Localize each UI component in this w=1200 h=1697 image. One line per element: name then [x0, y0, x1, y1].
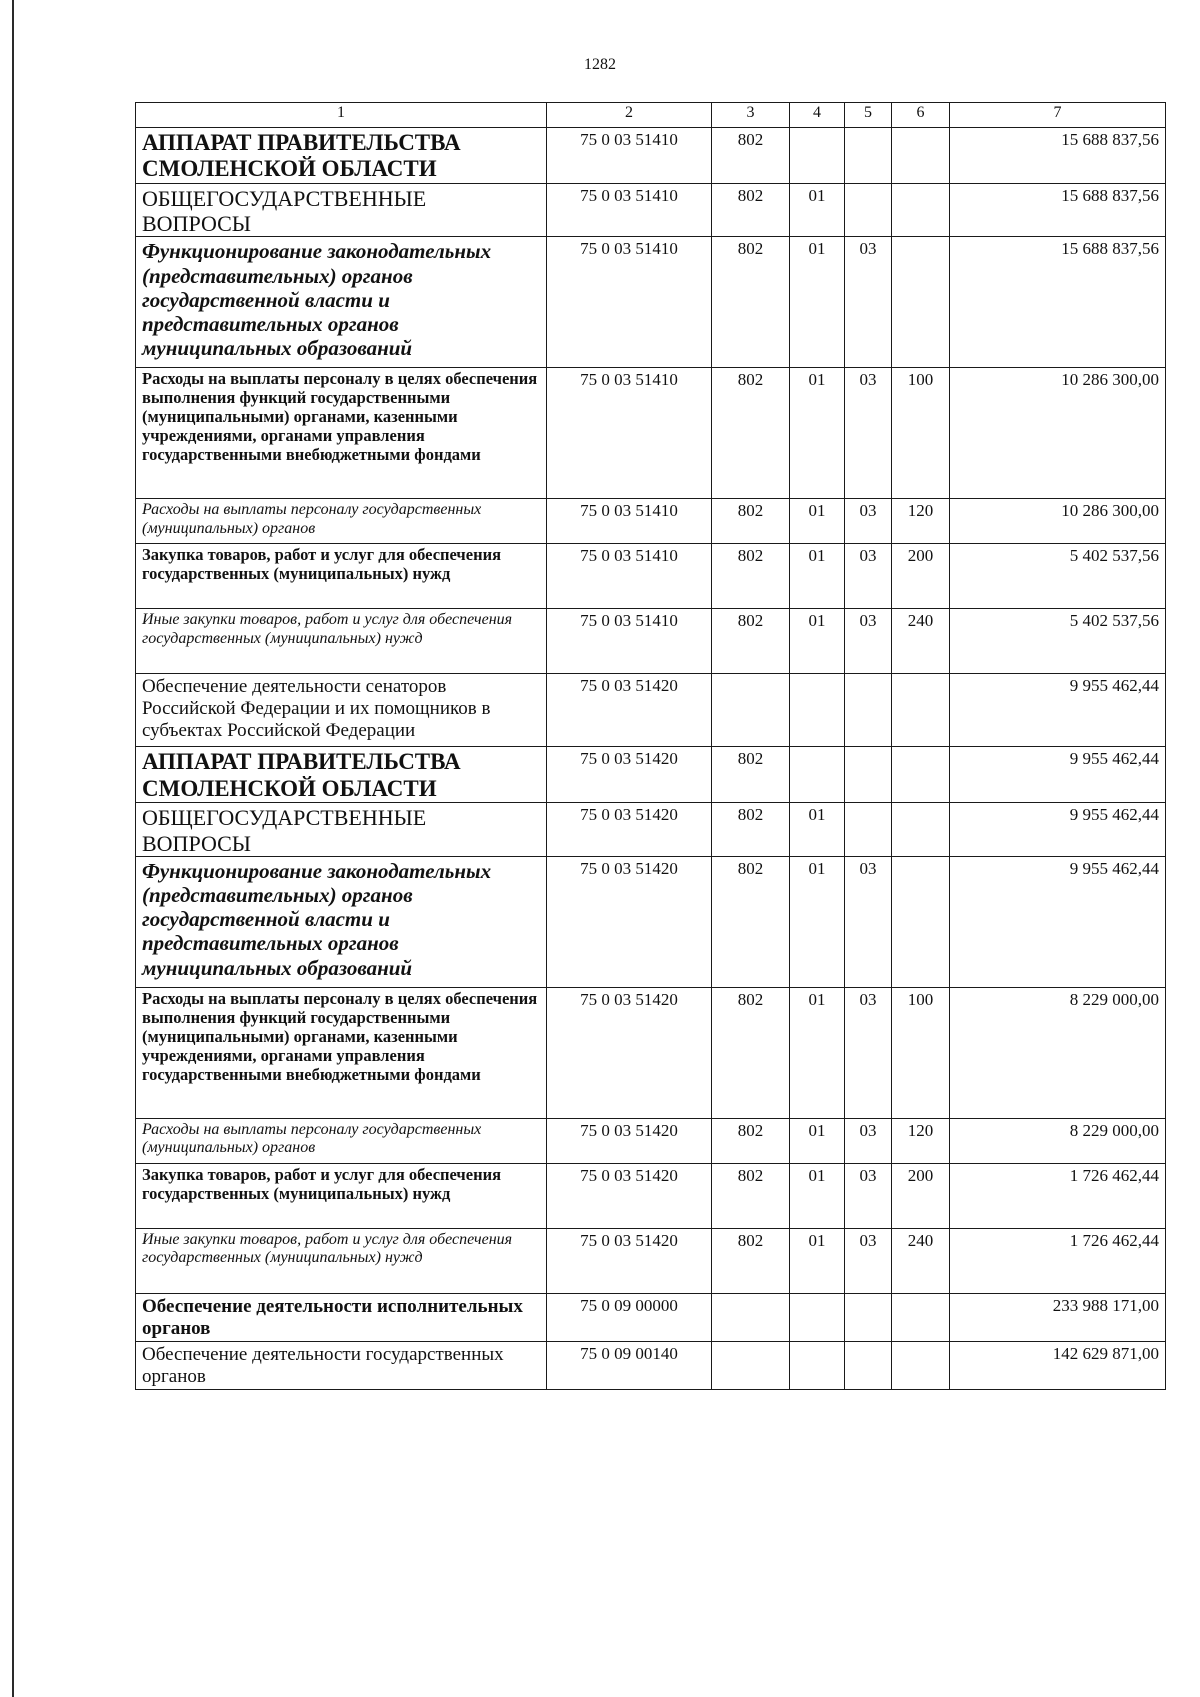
header-col-3: 3 — [712, 103, 790, 128]
row-section-cell: 01 — [790, 499, 845, 544]
row-subsection-cell — [845, 128, 892, 184]
row-expense-type-cell — [892, 803, 950, 857]
row-subsection-cell — [845, 1341, 892, 1389]
row-subsection-cell — [845, 1293, 892, 1341]
row-name-cell: Закупка товаров, работ и услуг для обеспечения государственных (муниципальных) нужд — [136, 544, 547, 609]
row-expense-type-cell — [892, 1341, 950, 1389]
table-row — [136, 674, 1166, 747]
row-amount-cell: 5 402 537,56 — [950, 544, 1166, 609]
row-amount-cell: 9 955 462,44 — [950, 856, 1166, 987]
row-expense-type-cell — [892, 674, 950, 747]
table-row — [136, 1341, 1166, 1389]
row-amount-cell: 9 955 462,44 — [950, 747, 1166, 803]
row-expense-type-cell — [892, 128, 950, 184]
row-section-cell — [790, 1293, 845, 1341]
row-section-cell: 01 — [790, 1118, 845, 1163]
header-col-7: 7 — [950, 103, 1166, 128]
row-target-code-cell: 75 0 03 51410 — [547, 237, 712, 368]
row-expense-type-cell: 240 — [892, 1228, 950, 1293]
scan-edge-line — [12, 0, 14, 1697]
row-subsection-cell: 03 — [845, 1118, 892, 1163]
row-name-cell: Расходы на выплаты персоналу в целях обеспечения выполнения функций государственными (муниципальными) органами, казенными учреждениями, органами управления государственными внебюджетными фондами — [136, 987, 547, 1118]
row-name-cell: Функционирование законодательных (представительных) органов государственной власти и представительных органов муниципальных образований — [136, 856, 547, 987]
row-amount-cell: 10 286 300,00 — [950, 368, 1166, 499]
row-expense-type-cell — [892, 1293, 950, 1341]
row-expense-type-cell — [892, 237, 950, 368]
header-col-5: 5 — [845, 103, 892, 128]
row-section-cell: 01 — [790, 183, 845, 237]
row-ministry-code-cell: 802 — [712, 856, 790, 987]
header-col-1: 1 — [136, 103, 547, 128]
row-target-code-cell: 75 0 03 51410 — [547, 183, 712, 237]
row-name-cell: Иные закупки товаров, работ и услуг для обеспечения государственных (муниципальных) нужд — [136, 1228, 547, 1293]
row-expense-type-cell: 200 — [892, 544, 950, 609]
row-name-cell: Функционирование законодательных (представительных) органов государственной власти и представительных органов муниципальных образований — [136, 237, 547, 368]
row-name-cell: Обеспечение деятельности сенаторов Российской Федерации и их помощников в субъектах Российской Федерации — [136, 674, 547, 747]
header-col-2: 2 — [547, 103, 712, 128]
row-ministry-code-cell: 802 — [712, 747, 790, 803]
row-subsection-cell: 03 — [845, 544, 892, 609]
row-section-cell: 01 — [790, 609, 845, 674]
row-subsection-cell: 03 — [845, 1163, 892, 1228]
row-subsection-cell: 03 — [845, 237, 892, 368]
row-target-code-cell: 75 0 03 51410 — [547, 368, 712, 499]
table-row — [136, 368, 1166, 499]
row-amount-cell: 233 988 171,00 — [950, 1293, 1166, 1341]
table-row — [136, 987, 1166, 1118]
table-row — [136, 856, 1166, 987]
row-expense-type-cell — [892, 747, 950, 803]
row-name-cell: ОБЩЕГОСУДАРСТВЕННЫЕ ВОПРОСЫ — [136, 803, 547, 857]
header-col-6: 6 — [892, 103, 950, 128]
row-name-cell: Расходы на выплаты персоналу государственных (муниципальных) органов — [136, 499, 547, 544]
row-ministry-code-cell: 802 — [712, 499, 790, 544]
row-expense-type-cell: 120 — [892, 1118, 950, 1163]
table-row — [136, 499, 1166, 544]
row-target-code-cell: 75 0 03 51420 — [547, 674, 712, 747]
row-target-code-cell: 75 0 09 00140 — [547, 1341, 712, 1389]
row-section-cell: 01 — [790, 237, 845, 368]
row-name-cell: АППАРАТ ПРАВИТЕЛЬСТВА СМОЛЕНСКОЙ ОБЛАСТИ — [136, 128, 547, 184]
row-name-cell: Обеспечение деятельности исполнительных органов — [136, 1293, 547, 1341]
row-subsection-cell — [845, 674, 892, 747]
table-row — [136, 183, 1166, 237]
row-amount-cell: 9 955 462,44 — [950, 674, 1166, 747]
row-target-code-cell: 75 0 03 51420 — [547, 856, 712, 987]
table-row — [136, 1293, 1166, 1341]
row-name-cell: АППАРАТ ПРАВИТЕЛЬСТВА СМОЛЕНСКОЙ ОБЛАСТИ — [136, 747, 547, 803]
row-ministry-code-cell: 802 — [712, 237, 790, 368]
row-ministry-code-cell: 802 — [712, 368, 790, 499]
header-col-4: 4 — [790, 103, 845, 128]
row-target-code-cell: 75 0 03 51420 — [547, 1163, 712, 1228]
row-ministry-code-cell: 802 — [712, 1163, 790, 1228]
row-amount-cell: 9 955 462,44 — [950, 803, 1166, 857]
row-subsection-cell: 03 — [845, 856, 892, 987]
row-target-code-cell: 75 0 03 51410 — [547, 544, 712, 609]
row-subsection-cell: 03 — [845, 1228, 892, 1293]
row-expense-type-cell — [892, 183, 950, 237]
table-row — [136, 128, 1166, 184]
row-section-cell: 01 — [790, 987, 845, 1118]
row-amount-cell: 15 688 837,56 — [950, 237, 1166, 368]
row-ministry-code-cell: 802 — [712, 1118, 790, 1163]
row-target-code-cell: 75 0 03 51410 — [547, 499, 712, 544]
row-name-cell: Расходы на выплаты персоналу в целях обеспечения выполнения функций государственными (муниципальными) органами, казенными учреждениями, органами управления государственными внебюджетными фондами — [136, 368, 547, 499]
row-ministry-code-cell: 802 — [712, 128, 790, 184]
table-row — [136, 1163, 1166, 1228]
row-ministry-code-cell: 802 — [712, 803, 790, 857]
table-row — [136, 1228, 1166, 1293]
row-target-code-cell: 75 0 03 51420 — [547, 803, 712, 857]
table-row — [136, 609, 1166, 674]
row-section-cell — [790, 128, 845, 184]
row-section-cell: 01 — [790, 368, 845, 499]
row-target-code-cell: 75 0 03 51410 — [547, 609, 712, 674]
row-name-cell: Закупка товаров, работ и услуг для обеспечения государственных (муниципальных) нужд — [136, 1163, 547, 1228]
row-expense-type-cell — [892, 856, 950, 987]
row-target-code-cell: 75 0 03 51410 — [547, 128, 712, 184]
table-row — [136, 747, 1166, 803]
budget-table — [135, 102, 1166, 1390]
row-amount-cell: 1 726 462,44 — [950, 1163, 1166, 1228]
table-row — [136, 803, 1166, 857]
row-section-cell — [790, 1341, 845, 1389]
row-subsection-cell — [845, 183, 892, 237]
row-subsection-cell: 03 — [845, 609, 892, 674]
table-row — [136, 544, 1166, 609]
row-expense-type-cell: 240 — [892, 609, 950, 674]
row-subsection-cell — [845, 747, 892, 803]
row-target-code-cell: 75 0 03 51420 — [547, 987, 712, 1118]
row-amount-cell: 10 286 300,00 — [950, 499, 1166, 544]
row-subsection-cell — [845, 803, 892, 857]
row-target-code-cell: 75 0 03 51420 — [547, 1228, 712, 1293]
row-ministry-code-cell: 802 — [712, 987, 790, 1118]
row-name-cell: Иные закупки товаров, работ и услуг для обеспечения государственных (муниципальных) нужд — [136, 609, 547, 674]
row-ministry-code-cell — [712, 674, 790, 747]
row-ministry-code-cell: 802 — [712, 609, 790, 674]
row-expense-type-cell: 100 — [892, 987, 950, 1118]
row-section-cell: 01 — [790, 856, 845, 987]
row-amount-cell: 5 402 537,56 — [950, 609, 1166, 674]
row-section-cell: 01 — [790, 544, 845, 609]
table-row — [136, 1118, 1166, 1163]
row-ministry-code-cell: 802 — [712, 183, 790, 237]
row-section-cell — [790, 674, 845, 747]
row-amount-cell: 142 629 871,00 — [950, 1341, 1166, 1389]
row-expense-type-cell: 200 — [892, 1163, 950, 1228]
table-header-row — [136, 103, 1166, 128]
row-target-code-cell: 75 0 03 51420 — [547, 747, 712, 803]
row-target-code-cell: 75 0 09 00000 — [547, 1293, 712, 1341]
table-row — [136, 237, 1166, 368]
row-amount-cell: 8 229 000,00 — [950, 987, 1166, 1118]
row-section-cell — [790, 747, 845, 803]
row-amount-cell: 8 229 000,00 — [950, 1118, 1166, 1163]
row-section-cell: 01 — [790, 1163, 845, 1228]
row-name-cell: ОБЩЕГОСУДАРСТВЕННЫЕ ВОПРОСЫ — [136, 183, 547, 237]
row-name-cell: Расходы на выплаты персоналу государственных (муниципальных) органов — [136, 1118, 547, 1163]
row-subsection-cell: 03 — [845, 987, 892, 1118]
row-expense-type-cell: 120 — [892, 499, 950, 544]
row-amount-cell: 1 726 462,44 — [950, 1228, 1166, 1293]
row-ministry-code-cell: 802 — [712, 1228, 790, 1293]
row-subsection-cell: 03 — [845, 368, 892, 499]
row-amount-cell: 15 688 837,56 — [950, 128, 1166, 184]
row-ministry-code-cell: 802 — [712, 544, 790, 609]
row-section-cell: 01 — [790, 803, 845, 857]
row-section-cell: 01 — [790, 1228, 845, 1293]
row-name-cell: Обеспечение деятельности государственных органов — [136, 1341, 547, 1389]
row-ministry-code-cell — [712, 1293, 790, 1341]
row-amount-cell: 15 688 837,56 — [950, 183, 1166, 237]
row-ministry-code-cell — [712, 1341, 790, 1389]
row-expense-type-cell: 100 — [892, 368, 950, 499]
row-target-code-cell: 75 0 03 51420 — [547, 1118, 712, 1163]
page-number: 1282 — [584, 56, 616, 73]
row-subsection-cell: 03 — [845, 499, 892, 544]
